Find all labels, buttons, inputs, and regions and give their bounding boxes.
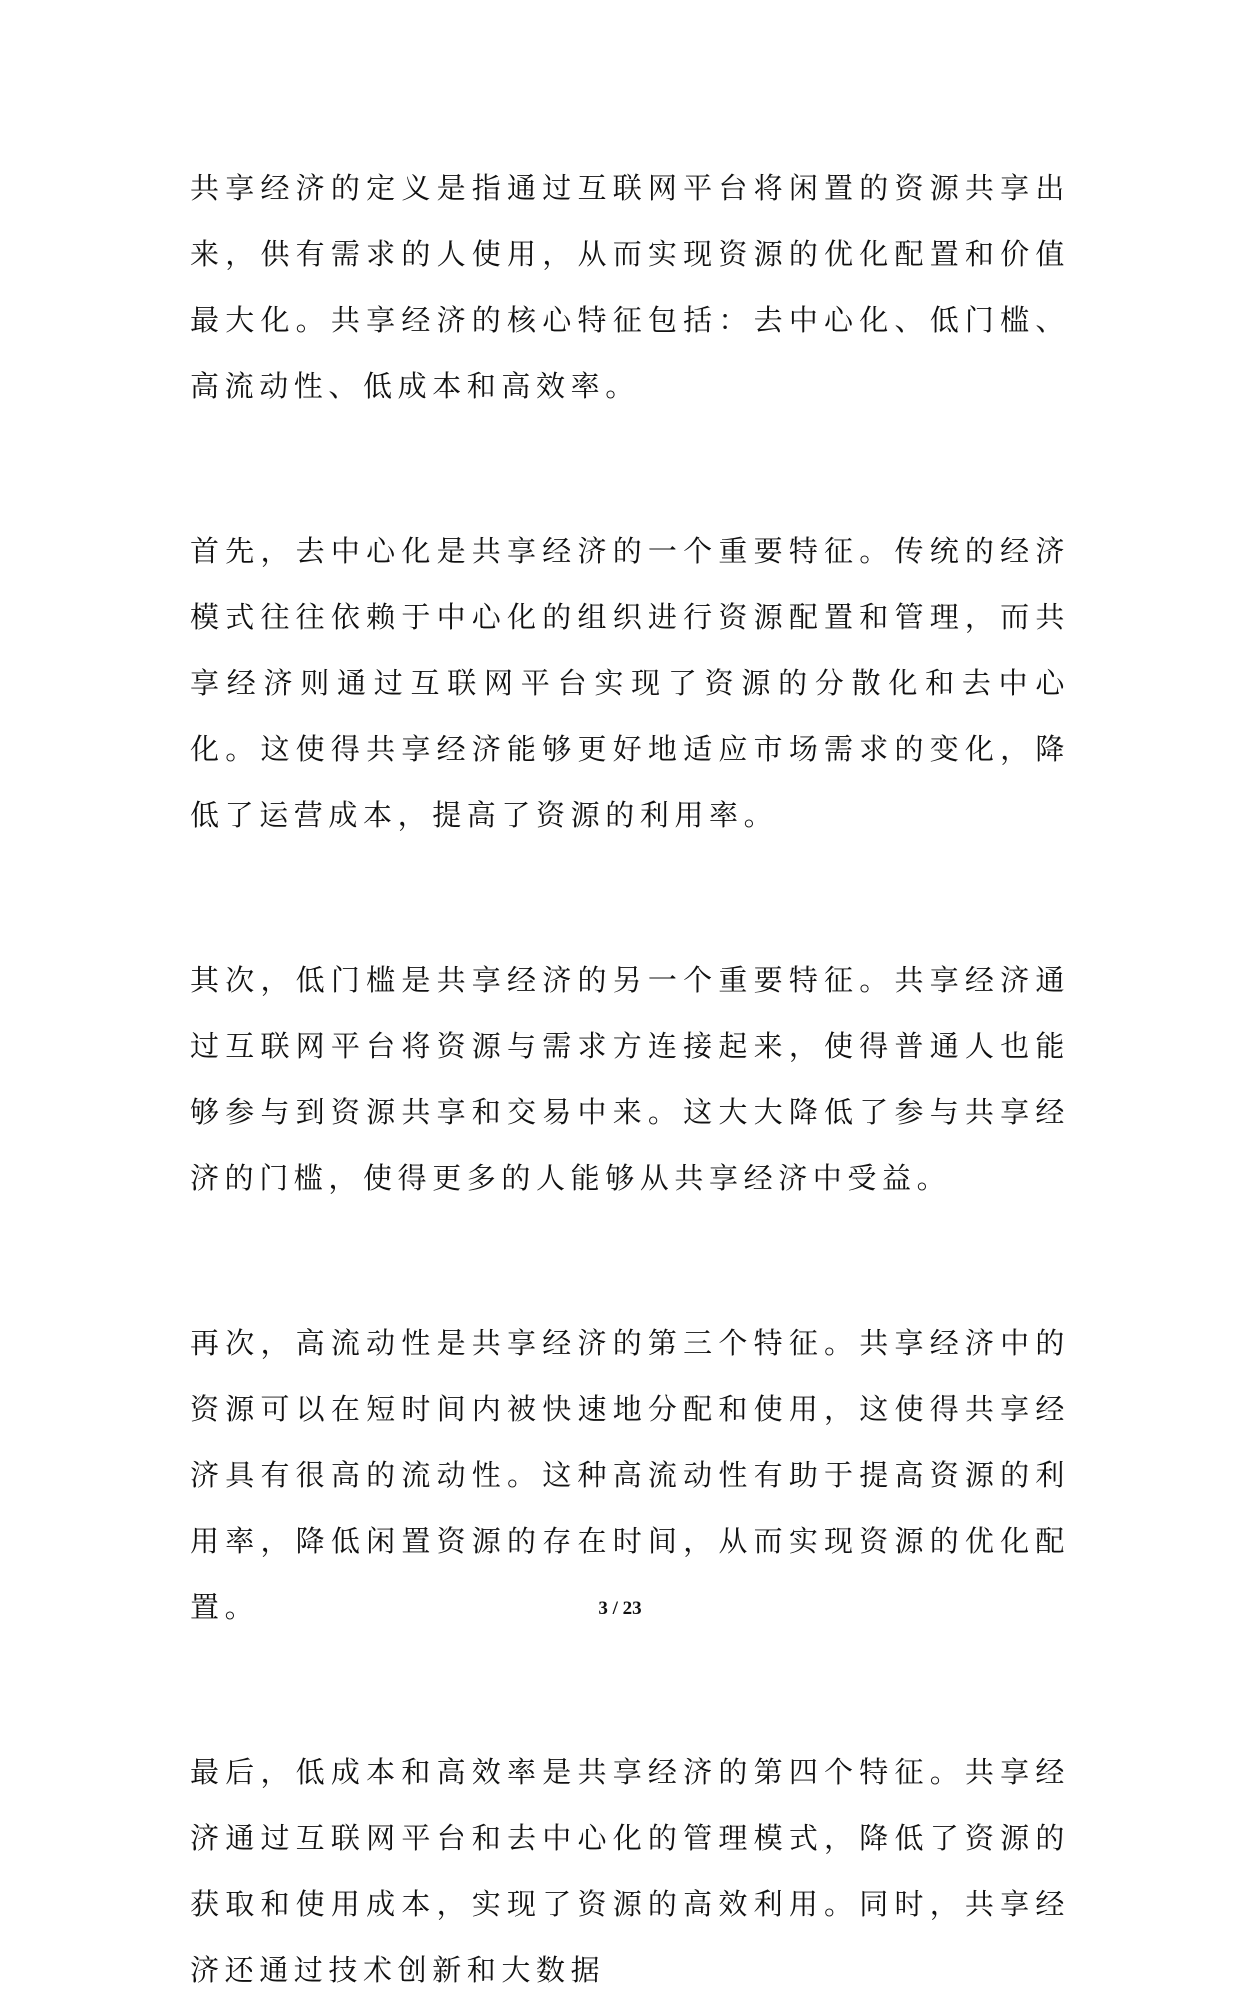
paragraph-low-cost-high-efficiency: 最后，低成本和高效率是共享经济的第四个特征。共享经济通过互联网平台和去中心化的管理模式，降低了资源的获取和使用成本，实现了资源的高效利用。同时，共享经济还通过技术创新和大数据	[190, 1755, 1070, 1987]
paragraph-high-liquidity: 再次，高流动性是共享经济的第三个特征。共享经济中的资源可以在短时间内被快速地分配和使用，这使得共享经济具有很高的流动性。这种高流动性有助于提高资源的利用率，降低闲置资源的存在时间，从而实现资源的优化配置。	[190, 1326, 1070, 1624]
paragraph-definition: 共享经济的定义是指通过互联网平台将闲置的资源共享出来，供有需求的人使用，从而实现资源的优化配置和价值最大化。共享经济的核心特征包括：去中心化、低门槛、高流动性、低成本和高效率。	[190, 171, 1070, 403]
body-text	[190, 155, 1070, 2003]
paragraph-decentralization: 首先，去中心化是共享经济的一个重要特征。传统的经济模式往往依赖于中心化的组织进行资源配置和管理，而共享经济则通过互联网平台实现了资源的分散化和去中心化。这使得共享经济能够更好地适应市场需求的变化，降低了运营成本，提高了资源的利用率。	[190, 534, 1070, 832]
paragraph-low-threshold: 其次，低门槛是共享经济的另一个重要特征。共享经济通过互联网平台将资源与需求方连接起来，使得普通人也能够参与到资源共享和交易中来。这大大降低了参与共享经济的门槛，使得更多的人能够从共享经济中受益。	[190, 963, 1070, 1195]
page-number: 3 / 23	[598, 1598, 642, 1619]
